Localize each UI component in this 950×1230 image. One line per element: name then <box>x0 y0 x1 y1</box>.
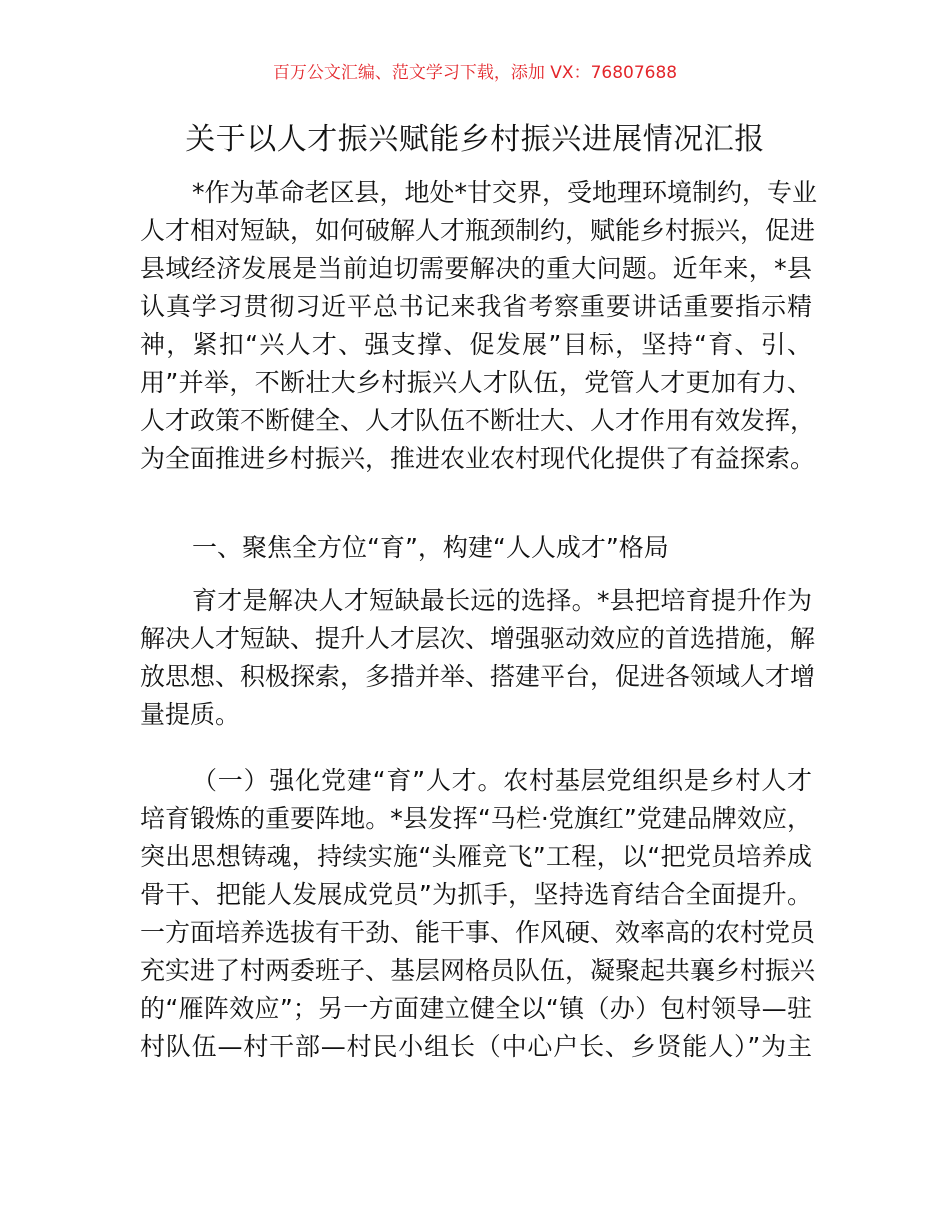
section-1-paragraph <box>140 582 816 734</box>
text-line: 骨干、把能人发展成党员”为抓手，坚持选育结合全面提升。 <box>140 880 812 909</box>
document-title: 关于以人才振兴赋能乡村振兴进展情况汇报 <box>185 122 765 157</box>
text-line: 神，紧扣“兴人才、强支撑、促发展”目标，坚持“育、引、 <box>140 330 812 359</box>
text-line: 人才相对短缺，如何破解人才瓶颈制约，赋能乡村振兴，促进 <box>140 216 816 245</box>
intro-paragraph <box>140 174 818 478</box>
text-line: 突出思想铸魂，持续实施“头雁竞飞”工程，以“把党员培养成 <box>140 842 812 871</box>
text-line: 的“雁阵效应”；另一方面建立健全以“镇（办）包村领导—驻 <box>140 994 812 1023</box>
subsection-1-paragraph <box>140 762 816 1066</box>
text-line: 量提质。 <box>140 700 241 729</box>
text-line: 培育锻炼的重要阵地。*县发挥“马栏·党旗红”党建品牌效应， <box>140 804 812 833</box>
text-line: 一方面培养选拔有干劲、能干事、作风硬、效率高的农村党员 <box>140 918 816 947</box>
text-line: 县域经济发展是当前迫切需要解决的重大问题。近年来，*县 <box>140 254 812 283</box>
text-line: 放思想、积极探索，多措并举、搭建平台，促进各领域人才增 <box>140 662 816 691</box>
text-line: （一）强化党建“育”人才。农村基层党组织是乡村人才 <box>192 766 812 795</box>
text-line: 一、聚焦全方位“育”，构建“人人成才”格局 <box>192 533 669 562</box>
text-line: 充实进了村两委班子、基层网格员队伍，凝聚起共襄乡村振兴 <box>140 956 816 985</box>
text-line: 为全面推进乡村振兴，推进农业农村现代化提供了有益探索。 <box>140 444 816 473</box>
text-line: 用”并举，不断壮大乡村振兴人才队伍，党管人才更加有力、 <box>140 368 812 397</box>
text-line: *作为革命老区县，地处*甘交界，受地理环境制约，专业 <box>192 178 818 207</box>
text-line: 人才政策不断健全、人才队伍不断壮大、人才作用有效发挥， <box>140 406 816 435</box>
text-line: 育才是解决人才短缺最长远的选择。*县把培育提升作为 <box>192 586 812 615</box>
watermark-contact: 百万公文汇编、范文学习下载，添加 VX：76807688 <box>272 63 678 83</box>
text-line: 认真学习贯彻习近平总书记来我省考察重要讲话重要指示精 <box>140 292 812 321</box>
section-heading-1 <box>140 529 812 567</box>
text-line: 村队伍—村干部—村民小组长（中心户长、乡贤能人）”为主 <box>140 1032 812 1061</box>
text-line: 解决人才短缺、提升人才层次、增强驱动效应的首选措施，解 <box>140 624 816 653</box>
